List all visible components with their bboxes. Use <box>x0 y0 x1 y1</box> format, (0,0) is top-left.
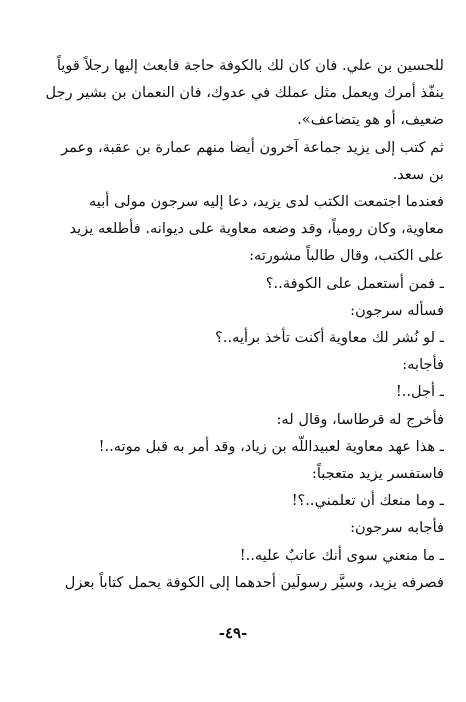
text-line-4: ثم كتب إلى يزيد جماعة آخرون أيضا منهم عمارة بن عقبة، وعمر <box>61 138 444 156</box>
text-line-2: ينفّذ أمرك ويعمل مثل عملك في عدوك، فان النعمان بن بشير رجل <box>45 84 444 102</box>
text-line-13: ـ أجل..! <box>395 383 444 401</box>
text-line-6: فعندما اجتمعت الكتب لدى يزيد، دعا إليه سرجون مولى أبيه <box>88 193 444 211</box>
text-line-14: فأخرج له قرطاسا، وقال له: <box>276 410 444 428</box>
text-line-15: ـ هذا عهد معاوية لعبيداللّه بن زياد، وقد أمر به قبل موته..! <box>98 437 444 455</box>
text-line-9: ـ فمن أستعمل على الكوفة..؟ <box>265 274 444 292</box>
body-text <box>30 52 444 596</box>
text-line-17: ـ وما منعك أن تعلمني..؟! <box>291 492 444 510</box>
text-line-20: فصرفه يزيد، وسيَّر رسولَين أحدهما إلى الكوفة يحمل كتاباً بعزل <box>64 573 444 591</box>
text-line-19: ـ ما منعني سوى أنك عاتبٌ عليه..! <box>239 546 444 564</box>
text-line-7: معاوية، وكان رومياً، وقد وضعه معاوية على ديوانه. فأطلعه يزيد <box>69 220 444 238</box>
text-line-18: فأجابه سرجون: <box>350 519 444 537</box>
text-line-8: على الكتب، وقال طالباً مشورته: <box>249 247 444 265</box>
text-line-10: فسأله سرجون: <box>350 301 444 319</box>
text-line-3: ضعيف، أو هو يتضاعف». <box>297 111 444 129</box>
text-line-11: ـ لو نُشر لك معاوية أكنت تأخذ برأيه..؟ <box>215 329 444 347</box>
page-number: -٤٩- <box>218 624 248 642</box>
text-line-5: بن سعد. <box>392 165 444 183</box>
text-line-16: فاستفسر يزيد متعجباً: <box>311 465 444 483</box>
text-line-12: فأجابه: <box>402 356 444 374</box>
text-line-1: للحسين بن علي. فان كان لك بالكوفة حاجة فابعث إليها رجلاً قوياً <box>56 57 444 74</box>
